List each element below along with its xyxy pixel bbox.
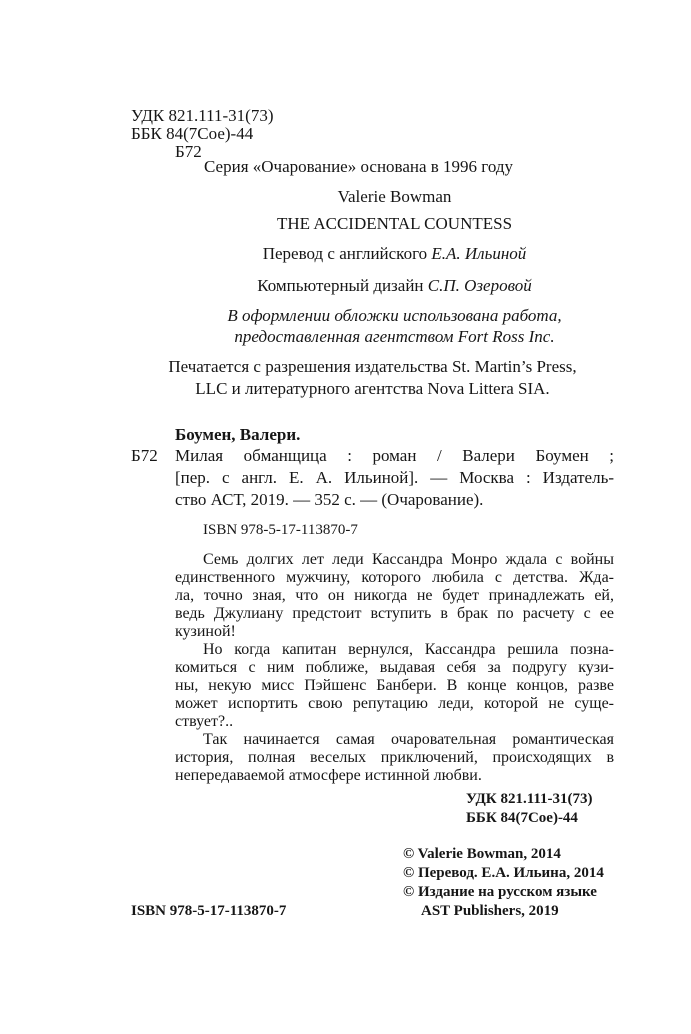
annotation-line: ла, точно зная, что он никогда не будет принадлежать ей, — [175, 587, 614, 604]
bib-isbn: ISBN 978-5-17-113870-7 — [203, 522, 358, 538]
annotation-line: кузиной! — [175, 623, 236, 640]
design-credit — [175, 276, 614, 296]
copyright-line: AST Publishers, 2019 — [421, 903, 559, 919]
annotation-line: ны, некую мисс Пэйшенс Банбери. В конце концов, разве — [175, 677, 614, 694]
annotation-line: Так начинается самая очаровательная романтическая — [203, 731, 614, 748]
annotation-line: единственного мужчину, которого любила с детства. Жда- — [175, 569, 614, 586]
annotation-line: непередаваемой атмосфере истинной любви. — [175, 767, 482, 784]
udk-code: УДК 821.111-31(73) — [131, 106, 274, 125]
permission-line-2: LLC и литературного агентства Nova Littera SIA. — [195, 379, 550, 398]
annotation-line: ведь Джулиану предстоит вступить в брак по расчету с ее — [175, 605, 614, 622]
author-mark: Б72 — [175, 142, 202, 161]
copyright-line: © Перевод. Е.А. Ильина, 2014 — [403, 865, 604, 881]
permission-line-1: Печатается с разрешения издательства St. Martin’s Press, — [168, 357, 577, 376]
bbk-code: ББК 84(7Сое)-44 — [131, 124, 254, 143]
translation-credit — [175, 244, 614, 264]
footer-udk: УДК 821.111-31(73) — [466, 791, 593, 807]
cover-note-line-2: предоставленная агентством Fort Ross Inc. — [234, 327, 555, 346]
bottom-isbn: ISBN 978-5-17-113870-7 — [131, 903, 287, 919]
annotation-line: история, полная веселых приключений, происходящих в — [175, 749, 614, 766]
annotation-line: Семь долгих лет леди Кассандра Монро ждала с войны — [203, 551, 614, 568]
bib-line: Милая обманщица : роман / Валери Боумен ; — [175, 446, 614, 465]
copyright-line: © Издание на русском языке — [403, 884, 597, 900]
translation-prefix: Перевод с английского — [262, 244, 432, 263]
footer-bbk: ББК 84(7Сое)-44 — [466, 810, 578, 826]
bib-mark: Б72 — [131, 446, 158, 465]
annotation-line: ствует?.. — [175, 713, 234, 730]
cover-note-line-1: В оформлении обложки использована работа, — [227, 306, 562, 325]
annotation-line: комиться с ним поближе, выдавая себя за подругу кузи- — [175, 659, 614, 676]
original-author: Valerie Bowman — [337, 187, 452, 206]
bib-line: ство АСТ, 2019. — 352 с. — (Очарование). — [175, 490, 484, 509]
original-title: THE ACCIDENTAL COUNTESS — [276, 214, 513, 233]
bib-heading: Боумен, Валери. — [175, 425, 301, 444]
annotation-line: Но когда капитан вернулся, Кассандра решила позна- — [203, 641, 614, 658]
designer-name: С.П. Озеровой — [427, 276, 532, 295]
annotation-line: может испортить свою репутацию леди, которой не суще- — [175, 695, 614, 712]
copyright-line: © Valerie Bowman, 2014 — [403, 846, 561, 862]
series-note: Серия «Очарование» основана в 1996 году — [204, 157, 514, 176]
bib-line: [пер. с англ. Е. А. Ильиной]. — Москва : Издатель- — [175, 468, 614, 487]
translator-name: Е.А. Ильиной — [431, 244, 527, 263]
design-prefix: Компьютерный дизайн — [257, 276, 428, 295]
